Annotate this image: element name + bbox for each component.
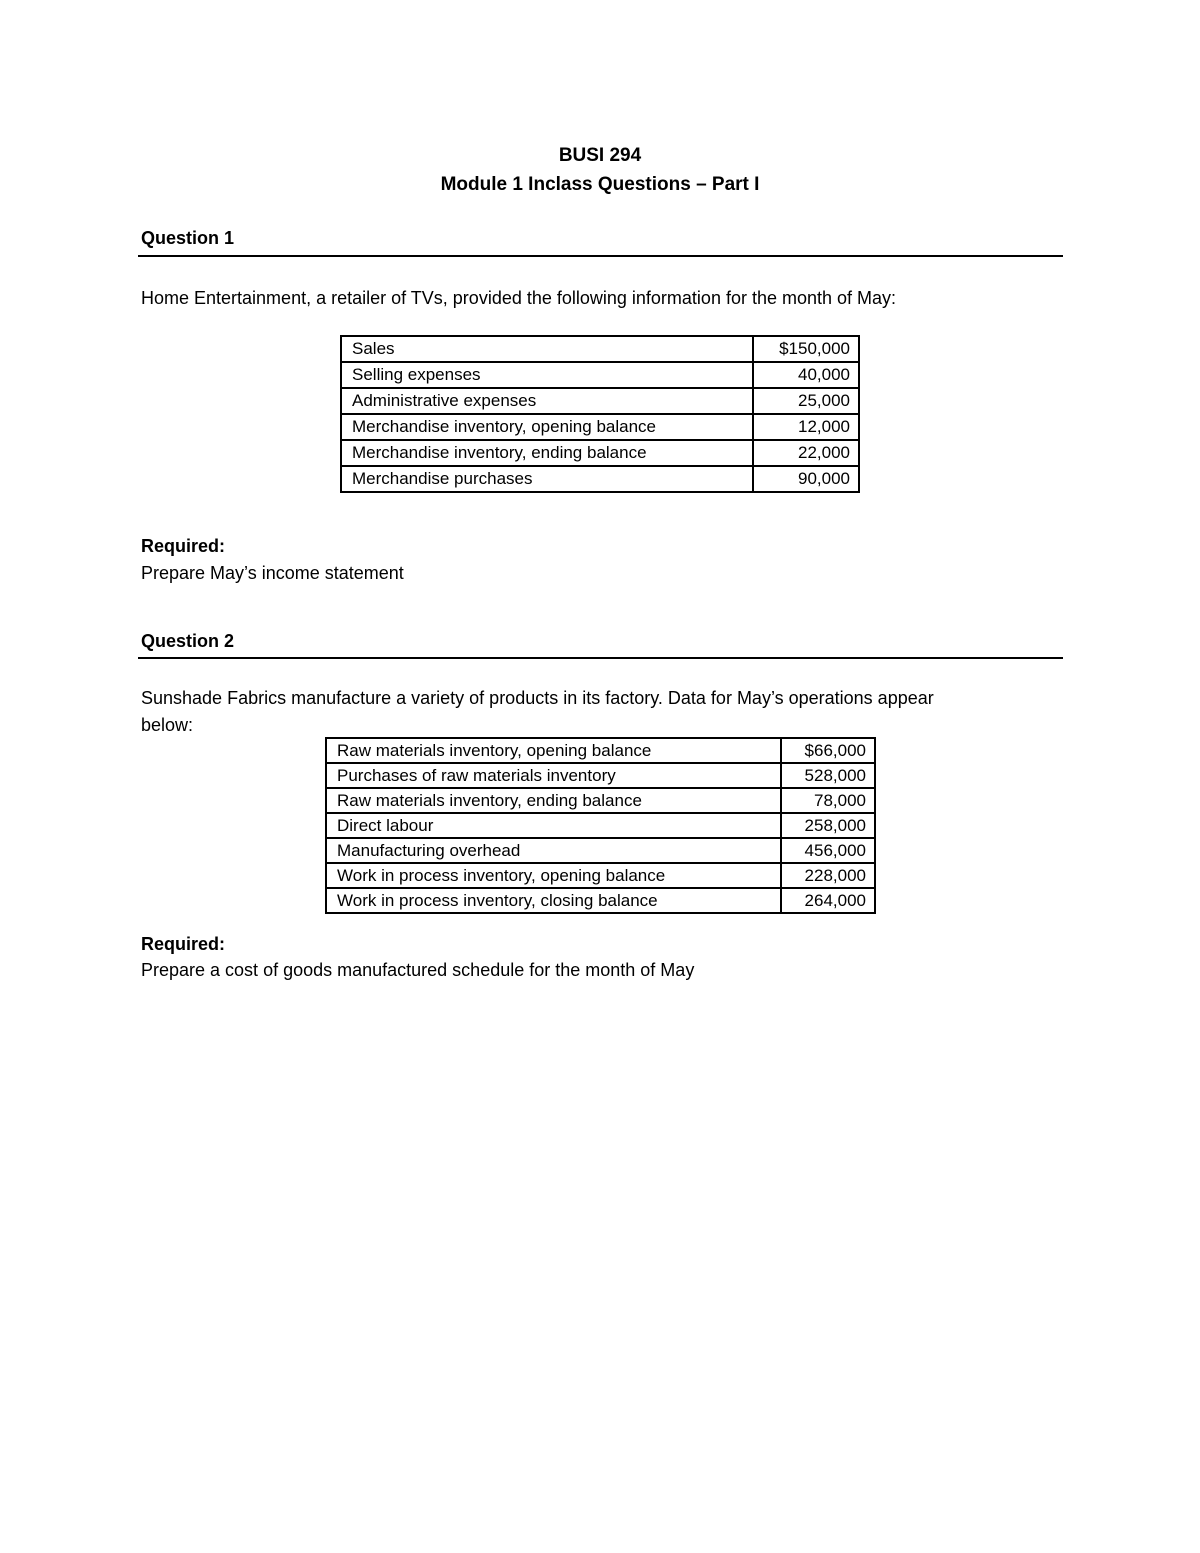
table-row bbox=[326, 788, 875, 813]
page-title: Module 1 Inclass Questions – Part I bbox=[440, 174, 760, 195]
row-value: 90,000 bbox=[753, 466, 859, 492]
question-1-required-label: Required: bbox=[141, 536, 226, 556]
table-row bbox=[341, 466, 859, 492]
table-row bbox=[326, 863, 875, 888]
question-1-divider bbox=[138, 255, 1063, 257]
table-row bbox=[326, 813, 875, 838]
row-label: Selling expenses bbox=[341, 362, 753, 388]
row-value: 25,000 bbox=[753, 388, 859, 414]
row-label: Work in process inventory, opening balance bbox=[326, 863, 781, 888]
row-label: Direct labour bbox=[326, 813, 781, 838]
row-label: Merchandise inventory, ending balance bbox=[341, 440, 753, 466]
row-label: Work in process inventory, closing balance bbox=[326, 888, 781, 913]
table-row bbox=[326, 838, 875, 863]
table-row bbox=[326, 738, 875, 763]
row-label: Merchandise purchases bbox=[341, 466, 753, 492]
table-row bbox=[341, 414, 859, 440]
row-value: 22,000 bbox=[753, 440, 859, 466]
table-row bbox=[341, 388, 859, 414]
row-label: Sales bbox=[341, 336, 753, 362]
row-label: Merchandise inventory, opening balance bbox=[341, 414, 753, 440]
question-2-intro-line2: below: bbox=[141, 715, 194, 735]
course-code: BUSI 294 bbox=[558, 145, 642, 166]
row-value: 228,000 bbox=[781, 863, 875, 888]
row-value: 264,000 bbox=[781, 888, 875, 913]
row-label: Raw materials inventory, ending balance bbox=[326, 788, 781, 813]
row-value: 40,000 bbox=[753, 362, 859, 388]
row-label: Purchases of raw materials inventory bbox=[326, 763, 781, 788]
question-1-heading: Question 1 bbox=[141, 228, 235, 248]
question-2-heading: Question 2 bbox=[141, 631, 235, 651]
row-value: 456,000 bbox=[781, 838, 875, 863]
question-1-intro: Home Entertainment, a retailer of TVs, provided the following information for the month of May: bbox=[141, 288, 897, 308]
row-value: 258,000 bbox=[781, 813, 875, 838]
question-1-required-text: Prepare May’s income statement bbox=[141, 563, 404, 583]
table-row bbox=[341, 336, 859, 362]
table-row bbox=[326, 763, 875, 788]
row-value: $150,000 bbox=[753, 336, 859, 362]
row-label: Raw materials inventory, opening balance bbox=[326, 738, 781, 763]
row-value: 78,000 bbox=[781, 788, 875, 813]
question-2-intro-line1: Sunshade Fabrics manufacture a variety of products in its factory. Data for May’s operations appear bbox=[141, 688, 934, 708]
row-label: Manufacturing overhead bbox=[326, 838, 781, 863]
question-2-required-text: Prepare a cost of goods manufactured schedule for the month of May bbox=[141, 960, 695, 980]
table-row bbox=[341, 362, 859, 388]
row-value: $66,000 bbox=[781, 738, 875, 763]
row-value: 528,000 bbox=[781, 763, 875, 788]
table-row bbox=[326, 888, 875, 913]
question-2-required-label: Required: bbox=[141, 934, 226, 954]
row-label: Administrative expenses bbox=[341, 388, 753, 414]
question-2-divider bbox=[138, 657, 1063, 659]
question-1-table bbox=[340, 335, 860, 493]
question-2-table bbox=[325, 737, 876, 914]
table-row bbox=[341, 440, 859, 466]
row-value: 12,000 bbox=[753, 414, 859, 440]
